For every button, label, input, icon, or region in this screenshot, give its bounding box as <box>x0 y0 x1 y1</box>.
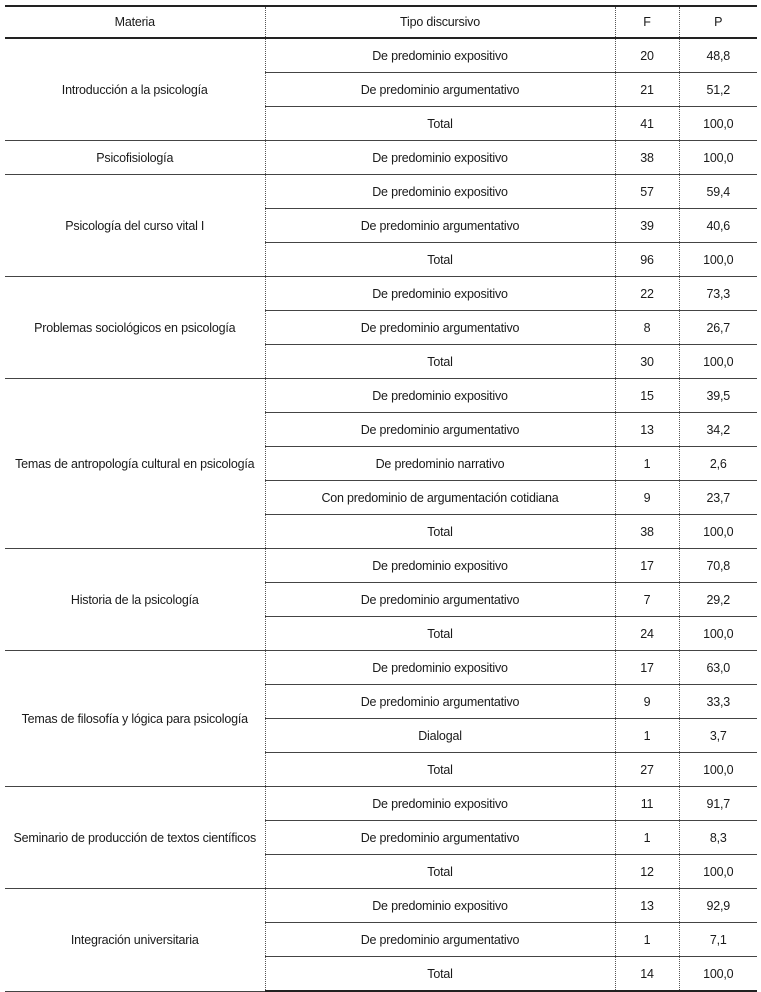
tipo-discursivo-cell: Total <box>265 345 615 379</box>
percentage-cell: 100,0 <box>679 107 757 141</box>
frequency-cell: 22 <box>615 277 679 311</box>
frequency-cell: 17 <box>615 651 679 685</box>
percentage-cell: 39,5 <box>679 379 757 413</box>
materia-cell: Temas de filosofía y lógica para psicología <box>5 651 265 787</box>
table-row <box>5 889 757 923</box>
tipo-discursivo-cell: De predominio expositivo <box>265 651 615 685</box>
percentage-cell: 91,7 <box>679 787 757 821</box>
frequency-cell: 39 <box>615 209 679 243</box>
percentage-cell: 33,3 <box>679 685 757 719</box>
table-row <box>5 651 757 685</box>
frequency-cell: 9 <box>615 685 679 719</box>
tipo-discursivo-cell: De predominio argumentativo <box>265 311 615 345</box>
percentage-cell: 34,2 <box>679 413 757 447</box>
table-row <box>5 175 757 209</box>
tipo-discursivo-cell: De predominio expositivo <box>265 787 615 821</box>
percentage-cell: 100,0 <box>679 515 757 549</box>
tipo-discursivo-cell: Con predominio de argumentación cotidiana <box>265 481 615 515</box>
frequency-cell: 1 <box>615 447 679 481</box>
tipo-discursivo-cell: De predominio expositivo <box>265 38 615 73</box>
frequency-cell: 27 <box>615 753 679 787</box>
percentage-cell: 2,6 <box>679 447 757 481</box>
frequency-cell: 30 <box>615 345 679 379</box>
tipo-discursivo-cell: Total <box>265 855 615 889</box>
percentage-cell: 100,0 <box>679 243 757 277</box>
frequency-cell: 96 <box>615 243 679 277</box>
tipo-discursivo-cell: De predominio argumentativo <box>265 73 615 107</box>
percentage-cell: 100,0 <box>679 957 757 992</box>
tipo-discursivo-cell: De predominio argumentativo <box>265 413 615 447</box>
percentage-cell: 100,0 <box>679 855 757 889</box>
tipo-discursivo-cell: Total <box>265 243 615 277</box>
tipo-discursivo-cell: De predominio expositivo <box>265 277 615 311</box>
table-row <box>5 549 757 583</box>
frequency-cell: 14 <box>615 957 679 992</box>
tipo-discursivo-cell: Total <box>265 515 615 549</box>
tipo-discursivo-cell: De predominio argumentativo <box>265 923 615 957</box>
tipo-discursivo-cell: Total <box>265 957 615 992</box>
materia-cell: Temas de antropología cultural en psicología <box>5 379 265 549</box>
percentage-cell: 3,7 <box>679 719 757 753</box>
materia-cell: Historia de la psicología <box>5 549 265 651</box>
frequency-cell: 13 <box>615 889 679 923</box>
percentage-cell: 73,3 <box>679 277 757 311</box>
tipo-discursivo-cell: De predominio argumentativo <box>265 685 615 719</box>
tipo-discursivo-cell: De predominio expositivo <box>265 889 615 923</box>
materia-cell: Introducción a la psicología <box>5 38 265 141</box>
frequency-cell: 21 <box>615 73 679 107</box>
frequency-cell: 1 <box>615 821 679 855</box>
tipo-discursivo-cell: De predominio narrativo <box>265 447 615 481</box>
tipo-discursivo-cell: Total <box>265 107 615 141</box>
tipo-discursivo-cell: Total <box>265 617 615 651</box>
frequency-cell: 1 <box>615 719 679 753</box>
materia-cell: Integración universitaria <box>5 889 265 992</box>
percentage-cell: 59,4 <box>679 175 757 209</box>
header-row <box>5 6 757 38</box>
percentage-cell: 23,7 <box>679 481 757 515</box>
table-row <box>5 38 757 73</box>
percentage-cell: 92,9 <box>679 889 757 923</box>
table-row <box>5 141 757 175</box>
frequency-cell: 20 <box>615 38 679 73</box>
percentage-cell: 29,2 <box>679 583 757 617</box>
materia-cell: Problemas sociológicos en psicología <box>5 277 265 379</box>
tipo-discursivo-cell: De predominio argumentativo <box>265 821 615 855</box>
percentage-cell: 7,1 <box>679 923 757 957</box>
frequency-cell: 57 <box>615 175 679 209</box>
frequency-cell: 38 <box>615 515 679 549</box>
discourse-type-table <box>5 5 757 992</box>
materia-cell: Psicología del curso vital I <box>5 175 265 277</box>
frequency-cell: 17 <box>615 549 679 583</box>
tipo-discursivo-cell: Total <box>265 753 615 787</box>
percentage-cell: 40,6 <box>679 209 757 243</box>
percentage-cell: 70,8 <box>679 549 757 583</box>
table-body <box>5 38 757 991</box>
frequency-cell: 8 <box>615 311 679 345</box>
frequency-cell: 41 <box>615 107 679 141</box>
frequency-cell: 7 <box>615 583 679 617</box>
frequency-cell: 9 <box>615 481 679 515</box>
tipo-discursivo-cell: Dialogal <box>265 719 615 753</box>
table-row <box>5 379 757 413</box>
percentage-cell: 51,2 <box>679 73 757 107</box>
frequency-cell: 24 <box>615 617 679 651</box>
tipo-discursivo-cell: De predominio argumentativo <box>265 583 615 617</box>
percentage-cell: 100,0 <box>679 141 757 175</box>
percentage-cell: 8,3 <box>679 821 757 855</box>
percentage-cell: 26,7 <box>679 311 757 345</box>
materia-cell: Psicofisiología <box>5 141 265 175</box>
tipo-discursivo-cell: De predominio expositivo <box>265 175 615 209</box>
tipo-discursivo-cell: De predominio expositivo <box>265 379 615 413</box>
frequency-cell: 38 <box>615 141 679 175</box>
tipo-discursivo-cell: De predominio expositivo <box>265 141 615 175</box>
header-tipo-discursivo: Tipo discursivo <box>265 6 615 38</box>
percentage-cell: 63,0 <box>679 651 757 685</box>
frequency-cell: 13 <box>615 413 679 447</box>
header-frequency: F <box>615 6 679 38</box>
percentage-cell: 100,0 <box>679 617 757 651</box>
frequency-cell: 15 <box>615 379 679 413</box>
tipo-discursivo-cell: De predominio argumentativo <box>265 209 615 243</box>
percentage-cell: 100,0 <box>679 345 757 379</box>
frequency-cell: 12 <box>615 855 679 889</box>
frequency-cell: 1 <box>615 923 679 957</box>
percentage-cell: 48,8 <box>679 38 757 73</box>
tipo-discursivo-cell: De predominio expositivo <box>265 549 615 583</box>
materia-cell: Seminario de producción de textos científicos <box>5 787 265 889</box>
table-row <box>5 787 757 821</box>
table-row <box>5 277 757 311</box>
header-percentage: P <box>679 6 757 38</box>
header-materia: Materia <box>5 6 265 38</box>
frequency-cell: 11 <box>615 787 679 821</box>
table-header <box>5 6 757 38</box>
percentage-cell: 100,0 <box>679 753 757 787</box>
